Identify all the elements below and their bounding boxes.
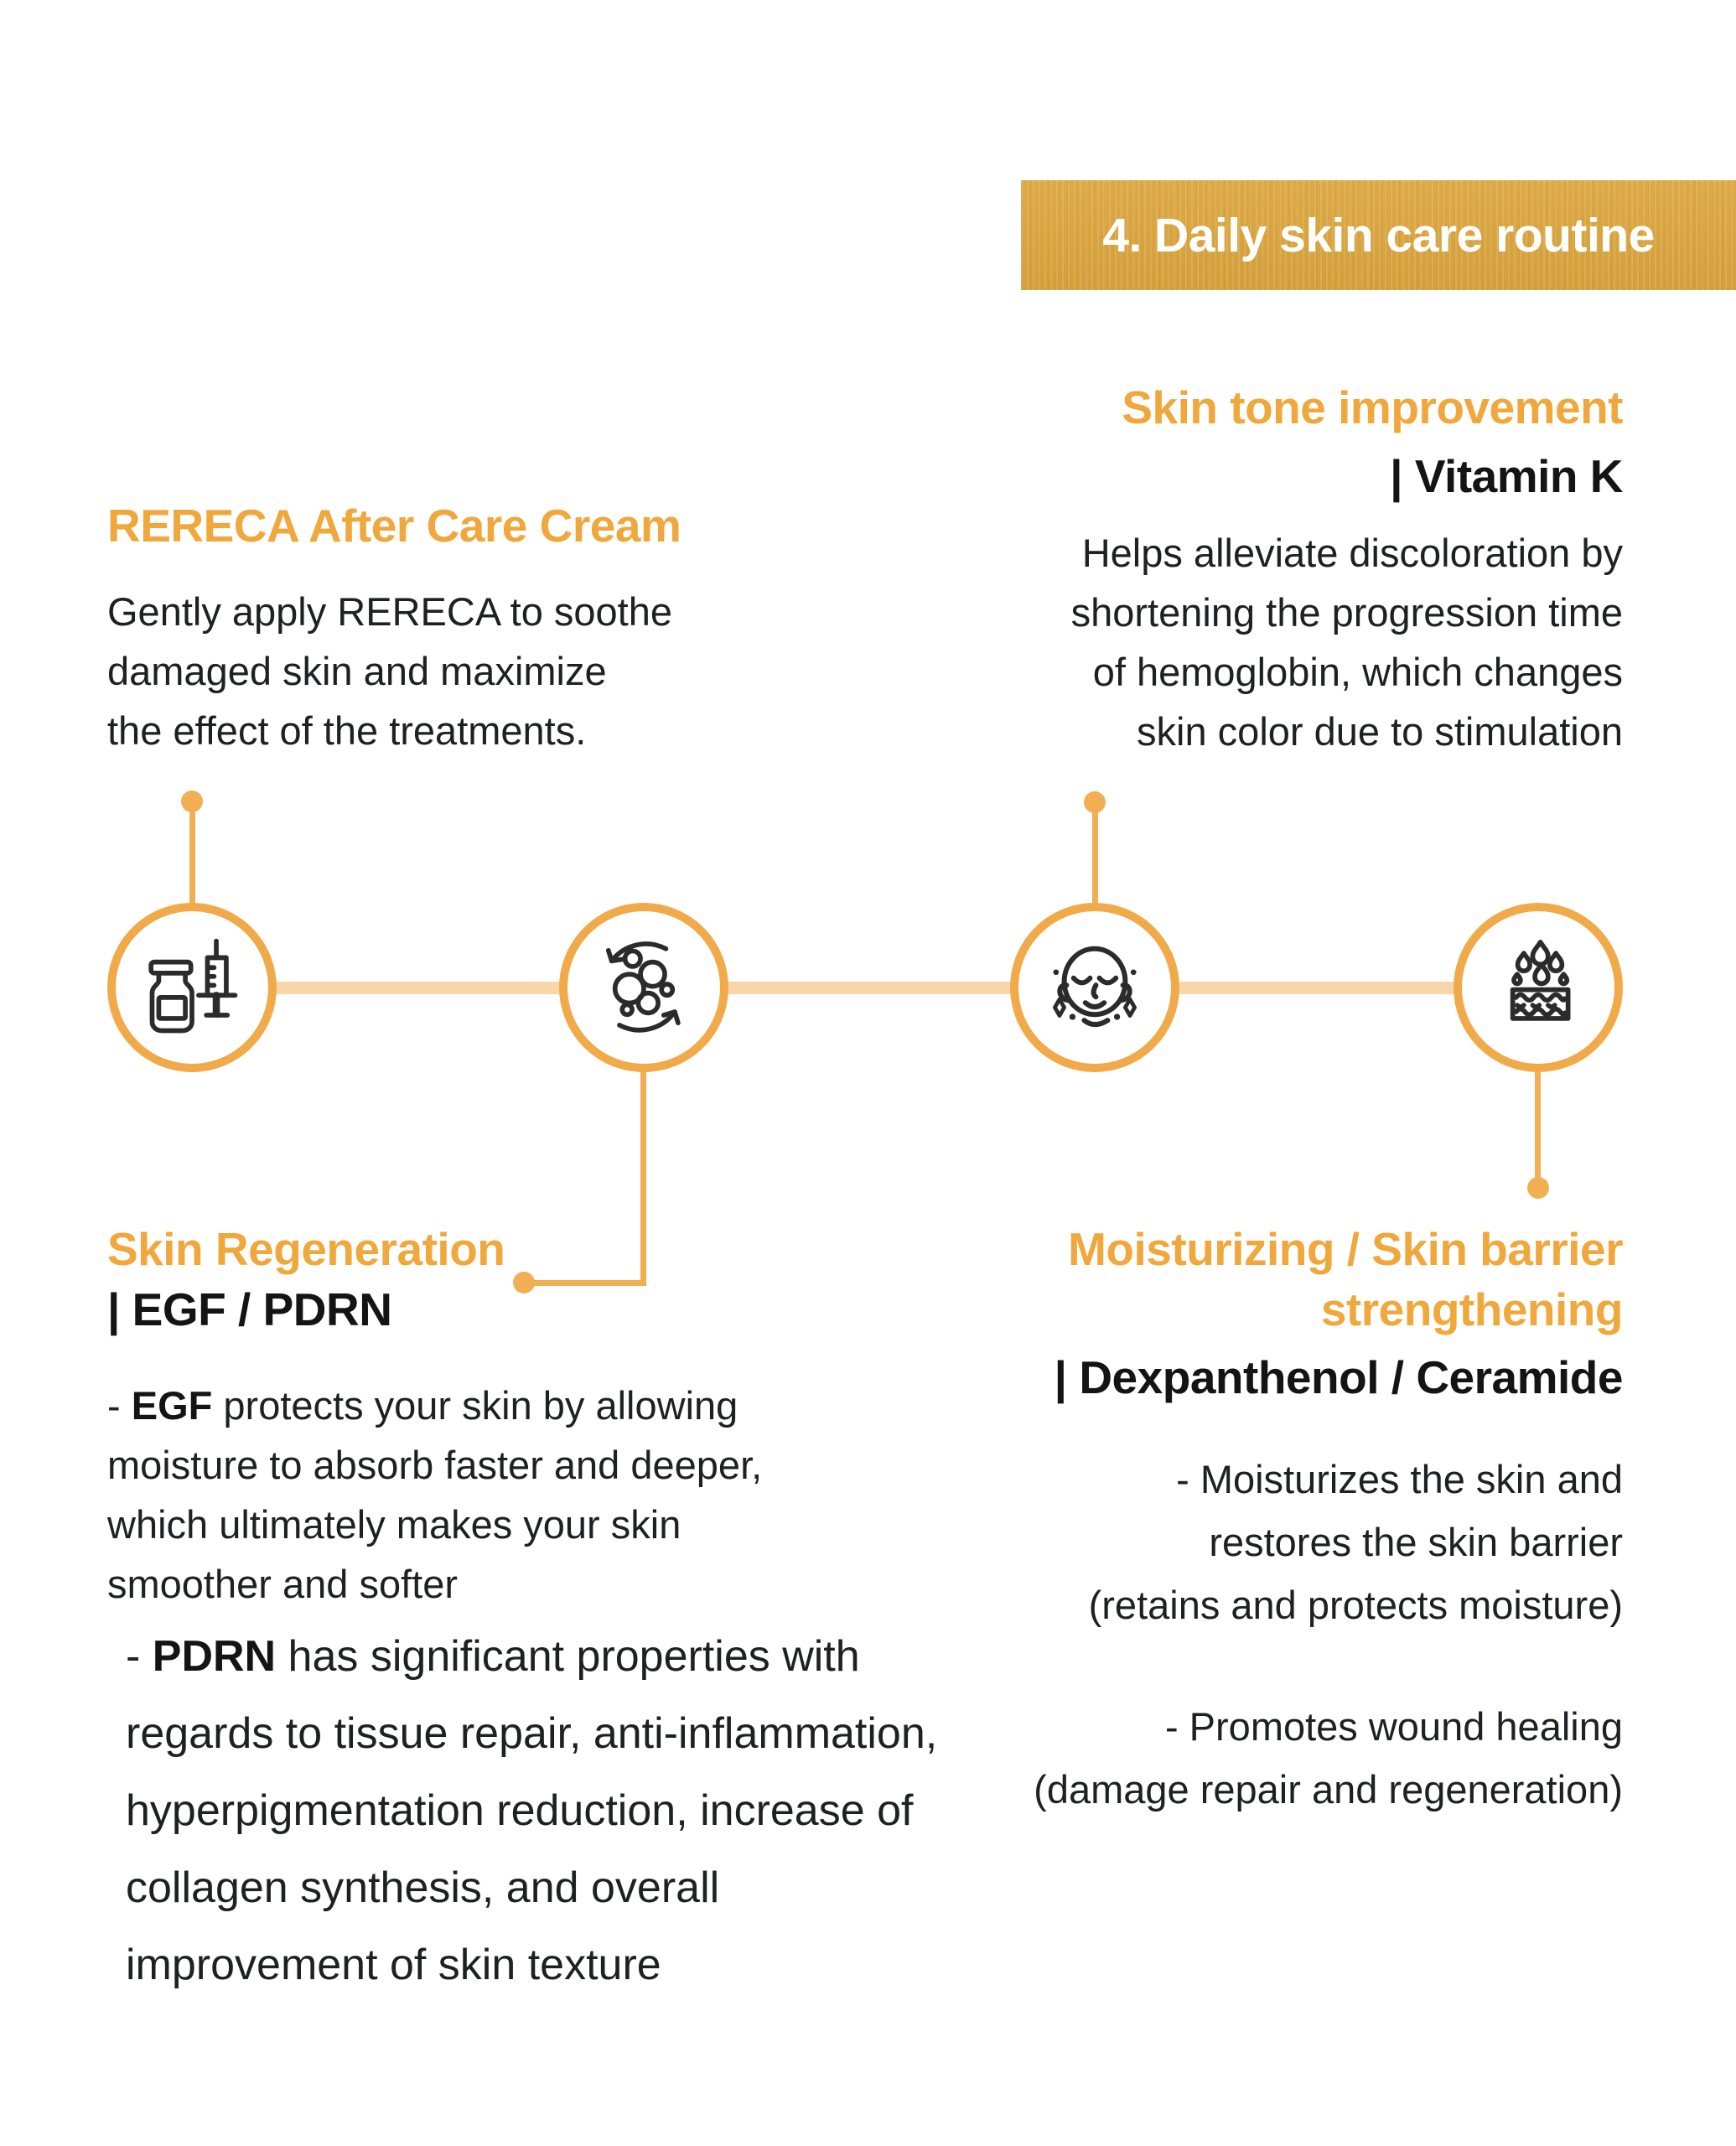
text-line: restores the skin barrier <box>1209 1520 1623 1564</box>
skin-tone-block <box>785 377 1623 761</box>
text-line: of hemoglobin, which changes <box>1092 650 1623 694</box>
text-line: damaged skin and maximize <box>107 649 607 693</box>
moisturizing-description-1 <box>785 1448 1623 1636</box>
moisturizing-heading-line1: Moisturizing / Skin barrier <box>1068 1223 1623 1275</box>
timeline-node-after-care <box>107 903 277 1072</box>
calm-face-icon <box>1036 929 1153 1046</box>
egf-pdrn-subheading: | EGF / PDRN <box>107 1283 392 1335</box>
connector-stem <box>189 810 195 905</box>
dexpanthenol-subheading: | Dexpanthenol / Ceramide <box>1054 1351 1623 1403</box>
vitamin-k-subheading: | Vitamin K <box>1390 450 1623 502</box>
rereca-heading: RERECA After Care Cream <box>107 500 681 552</box>
timeline-node-regeneration <box>559 903 728 1072</box>
rereca-description <box>107 582 672 760</box>
skin-tone-description <box>785 523 1623 761</box>
text-line: skin color due to stimulation <box>1137 709 1623 754</box>
pdrn-term: PDRN <box>152 1632 277 1681</box>
timeline-node-skin-tone <box>1010 903 1179 1072</box>
connector-stem <box>640 1071 646 1286</box>
text-line: hyperpigmentation reduction, increase of <box>126 1786 914 1835</box>
text-line: regards to tissue repair, anti-inflammation, <box>126 1709 938 1758</box>
skin-regeneration-heading: Skin Regeneration <box>107 1223 505 1275</box>
connector-dot <box>513 1272 535 1293</box>
text-line: collagen synthesis, and overall <box>126 1863 720 1912</box>
section-banner-title: 4. Daily skin care routine <box>1102 208 1655 262</box>
text-line: Helps alleviate discoloration by <box>1081 531 1623 575</box>
text-line: improvement of skin texture <box>126 1941 661 1989</box>
text-line <box>107 1376 762 1435</box>
text-line: smoother and softer <box>107 1562 458 1606</box>
text-line: which ultimately makes your skin <box>107 1502 681 1547</box>
moisturizing-heading-line2: strengthening <box>1320 1283 1623 1335</box>
cell-regeneration-icon <box>588 932 699 1043</box>
text-fragment: protects your skin by allowing <box>212 1383 738 1428</box>
connector-stem <box>1535 1071 1541 1180</box>
bullet-dash: - <box>126 1632 153 1681</box>
egf-description <box>107 1376 762 1614</box>
timeline-node-moisturizing <box>1454 903 1623 1072</box>
text-fragment: has significant properties with <box>276 1632 860 1681</box>
text-line: - Promotes wound healing <box>1164 1704 1623 1749</box>
connector-stem <box>1092 811 1098 905</box>
text-line: the effect of the treatments. <box>107 708 587 753</box>
bullet-dash: - <box>107 1383 132 1428</box>
egf-term: EGF <box>131 1383 213 1428</box>
text-line: moisture to absorb faster and deeper, <box>107 1443 763 1487</box>
moisture-skin-layer-icon <box>1483 932 1593 1043</box>
text-line: (retains and protects moisture) <box>1088 1583 1623 1627</box>
skin-tone-heading: Skin tone improvement <box>1122 381 1623 433</box>
section-banner <box>1021 180 1736 290</box>
text-line: shortening the progression time <box>1070 590 1623 635</box>
connector-stem <box>527 1280 646 1286</box>
moisturizing-block <box>785 1219 1623 1821</box>
medicine-vial-syringe-icon <box>137 932 247 1043</box>
moisturizing-description-2 <box>785 1695 1623 1821</box>
connector-dot <box>1527 1177 1549 1199</box>
text-line: Gently apply RERECA to soothe <box>107 589 673 634</box>
timeline-line <box>192 982 1538 994</box>
text-line: - Moisturizes the skin and <box>1176 1457 1623 1501</box>
text-line: (damage repair and regeneration) <box>1034 1767 1623 1812</box>
